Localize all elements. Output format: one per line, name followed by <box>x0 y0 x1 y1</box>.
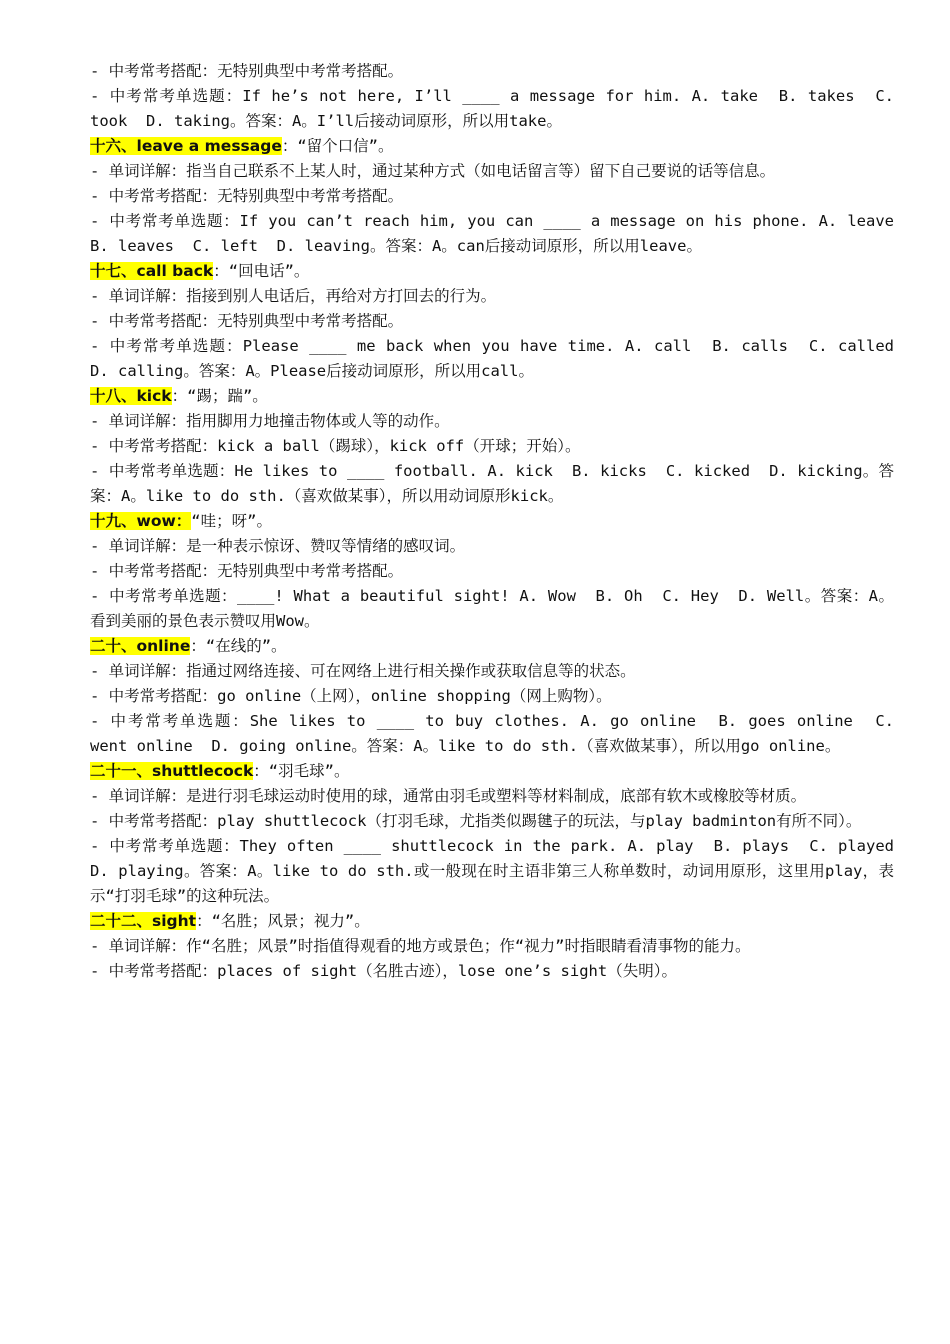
section-label: 十八、kick <box>90 387 172 405</box>
definition-line: - 单词详解：指通过网络连接、可在网络上进行相关操作或获取信息等的状态。 <box>90 662 636 680</box>
section-label: 十六、leave a message <box>90 137 282 155</box>
section-meaning: ：“羽毛球”。 <box>253 762 350 780</box>
intro-block <box>90 59 904 134</box>
section-heading <box>90 384 894 409</box>
collocation-line: - 中考常考搭配：go online（上网），online shopping（网上购物）。 <box>90 687 612 705</box>
definition-line: - 单词详解：指当自己联系不上某人时，通过某种方式（如电话留言等）留下自己要说的话等信息。 <box>90 162 776 180</box>
question-line: - 中考常考单选题：If you can’t reach him, you can ____ a message on his phone. A. leave B. leaves C. left D. leaving。答案：A。can后接动词原形，所以用leave。 <box>90 212 913 255</box>
definition-line: - 单词详解：指接到别人电话后，再给对方打回去的行为。 <box>90 287 497 305</box>
definition-line: - 单词详解：是进行羽毛球运动时使用的球，通常由羽毛或塑料等材料制成，底部有软木或橡胶等材质。 <box>90 787 807 805</box>
intro-question-line: - 中考常考单选题：If he’s not here, I’ll ____ a message for him. A. take B. takes C. took D. taking。答案：A。I’ll后接动词原形，所以用take。 <box>90 87 904 130</box>
definition-line: - 单词详解：作“名胜；风景”时指值得观看的地方或景色；作“视力”时指眼睛看清事物的能力。 <box>90 937 751 955</box>
section-20 <box>90 634 904 759</box>
collocation-line: - 中考常考搭配：places of sight（名胜古迹），lose one’s sight（失明）。 <box>90 962 677 980</box>
section-19 <box>90 509 894 634</box>
section-17 <box>90 259 913 384</box>
section-heading <box>90 509 894 534</box>
section-label: 二十二、sight <box>90 912 197 930</box>
section-21 <box>90 759 913 909</box>
question-line: - 中考常考单选题：He likes to ____ football. A. kick B. kicks C. kicked D. kicking。答案：A。like to do sth.（喜欢做某事），所以用动词原形kick。 <box>90 462 894 505</box>
section-meaning: ：“在线的”。 <box>190 637 287 655</box>
collocation-line: - 中考常考搭配：kick a ball（踢球），kick off（开球；开始）。 <box>90 437 581 455</box>
section-label: 二十、online <box>90 637 191 655</box>
section-meaning: ：“踢；踹”。 <box>171 387 268 405</box>
question-line: - 中考常考单选题：She likes to ____ to buy clothes. A. go online B. goes online C. went online D. going online。答案：A。like to do sth.（喜欢做某事），所以用go online。 <box>90 712 904 755</box>
section-heading <box>90 909 894 934</box>
question-line: - 中考常考单选题：Please ____ me back when you have time. A. call B. calls C. called D. calling。答案：A。Please后接动词原形，所以用call。 <box>90 337 913 380</box>
section-22 <box>90 909 894 984</box>
intro-collocation-line: - 中考常考搭配：无特别典型中考常考搭配。 <box>90 62 404 80</box>
section-meaning: ：“名胜；风景；视力”。 <box>196 912 370 930</box>
collocation-line: - 中考常考搭配：无特别典型中考常考搭配。 <box>90 187 404 205</box>
section-label: 二十一、shuttlecock <box>90 762 254 780</box>
section-meaning: “哇；呀”。 <box>191 512 272 530</box>
collocation-line: - 中考常考搭配：play shuttlecock（打羽毛球，尤指类似踢毽子的玩法，与play badminton有所不同）。 <box>90 812 862 830</box>
section-18 <box>90 384 894 509</box>
section-heading <box>90 634 894 659</box>
definition-line: - 单词详解：是一种表示惊讶、赞叹等情绪的感叹词。 <box>90 537 466 555</box>
definition-line: - 单词详解：指用脚用力地撞击物体或人等的动作。 <box>90 412 450 430</box>
section-heading <box>90 259 894 284</box>
section-meaning: ：“留个口信”。 <box>281 137 394 155</box>
section-heading <box>90 134 894 159</box>
collocation-line: - 中考常考搭配：无特别典型中考常考搭配。 <box>90 312 404 330</box>
collocation-line: - 中考常考搭配：无特别典型中考常考搭配。 <box>90 562 404 580</box>
section-label: 十七、call back <box>90 262 214 280</box>
section-meaning: ：“回电话”。 <box>213 262 310 280</box>
section-16 <box>90 134 913 259</box>
question-line: - 中考常考单选题：____! What a beautiful sight! A. Wow B. Oh C. Hey D. Well。答案：A。看到美丽的景色表示赞叹用Wow。 <box>90 587 894 630</box>
section-label: 十九、wow： <box>90 512 192 530</box>
section-heading <box>90 759 894 784</box>
question-line: - 中考常考单选题：They often ____ shuttlecock in the park. A. play B. plays C. played D. playing。答案：A。like to do sth.或一般现在时主语非第三人称单数时，动词用原形，这里用play，表示“打羽毛球”的这种玩法。 <box>90 837 913 905</box>
